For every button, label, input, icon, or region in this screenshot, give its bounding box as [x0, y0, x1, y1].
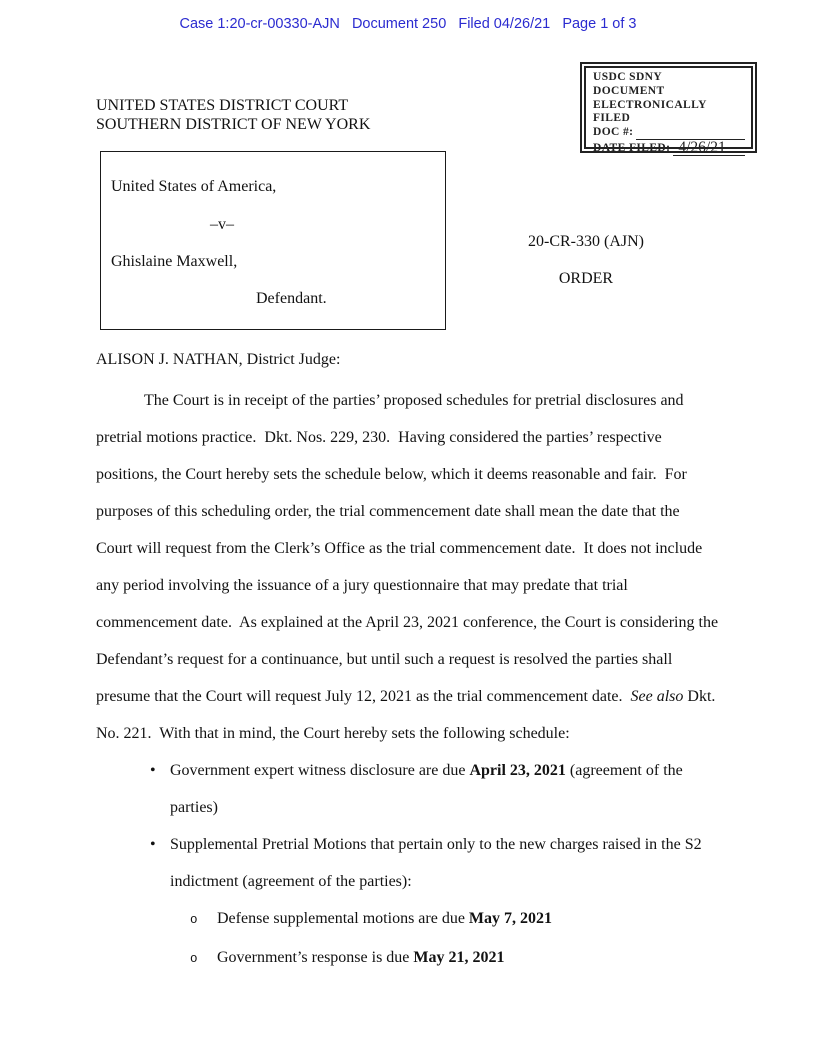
item1-text-post: (agreement of the [565, 762, 683, 779]
item2-text: Supplemental Pretrial Motions that pertain only to the new charges raised in the S2 [170, 836, 702, 853]
court-name-line2: SOUTHERN DISTRICT OF NEW YORK [96, 115, 371, 133]
subitem2-text: Government’s response is due [217, 949, 414, 966]
schedule-item-expert-disclosure [96, 752, 744, 789]
case-number: 20-CR-330 (AJN) [528, 233, 644, 250]
schedule-item-expert-disclosure-wrap: parties) [170, 799, 218, 816]
stamp-document-line: DOCUMENT [593, 84, 665, 97]
stamp-date-filed-row [593, 140, 745, 156]
order-paragraph-line-10: No. 221. With that in mind, the Court hereby sets the following schedule: [96, 725, 570, 742]
order-paragraph-line-9 [96, 678, 744, 715]
item1-text: Government expert witness disclosure are due [170, 762, 470, 779]
efiling-stamp [580, 62, 757, 156]
order-paragraph-line-6: any period involving the issuance of a jury questionnaire that may predate that trial [96, 577, 628, 594]
bullet-icon: • [150, 762, 156, 779]
caption-versus: –v– [210, 216, 234, 233]
order-paragraph-line-3: positions, the Court hereby sets the schedule below, which it deems reasonable and fair. For [96, 466, 687, 483]
caption-defendant-label: Defendant. [256, 290, 327, 307]
court-name-block [96, 97, 370, 134]
schedule-subitem-defense-motions [96, 900, 744, 939]
caption-plaintiff: United States of America, [111, 178, 277, 195]
subitem1-due-date: May 7, 2021 [468, 910, 553, 927]
order-paragraph-line-4: purposes of this scheduling order, the trial commencement date shall mean the date that the [96, 503, 680, 520]
item1-due-date: April 23, 2021 [469, 762, 566, 779]
efiling-stamp-inner [584, 66, 753, 156]
sub-bullet-icon: o [190, 913, 198, 927]
sub-bullet-icon: o [190, 952, 198, 966]
line9-text: presume that the Court will request July 12, 2021 as the trial commencement date. [96, 688, 631, 705]
case-reference-block [450, 233, 722, 287]
stamp-filed-line: ELECTRONICALLY FILED [593, 98, 707, 125]
stamp-date-filed-label: DATE FILED: [593, 142, 671, 155]
schedule-item-supplemental-motions [96, 826, 744, 863]
bullet-icon: • [150, 836, 156, 853]
order-paragraph-line-8: Defendant’s request for a continuance, but until such a request is resolved the parties shall [96, 651, 673, 668]
court-name-line1: UNITED STATES DISTRICT COURT [96, 97, 349, 114]
order-paragraph-line-2: pretrial motions practice. Dkt. Nos. 229, 230. Having considered the parties’ respective [96, 429, 662, 446]
stamp-date-filed-value: 4/26/21 [673, 140, 745, 156]
line9-see-also-citation: See also [630, 688, 684, 705]
caption-defendant: Ghislaine Maxwell, [111, 253, 238, 270]
stamp-court-line: USDC SDNY [593, 71, 663, 83]
subitem1-text: Defense supplemental motions are due [217, 910, 469, 927]
order-paragraph-line-1: The Court is in receipt of the parties’ proposed schedules for pretrial disclosures and [144, 392, 684, 409]
order-body [96, 382, 744, 978]
stamp-doc-number-label: DOC #: [593, 126, 634, 139]
schedule-item-supplemental-motions-wrap: indictment (agreement of the parties): [170, 873, 412, 890]
judge-signature-line: ALISON J. NATHAN, District Judge: [96, 351, 341, 368]
document-title: ORDER [558, 270, 614, 287]
subitem2-due-date: May 21, 2021 [413, 949, 505, 966]
line9-docket-ref: Dkt. [683, 688, 716, 705]
schedule-subitem-government-response [96, 939, 744, 978]
ecf-case-header: Case 1:20-cr-00330-AJN Document 250 Filed 04/26/21 Page 1 of 3 [179, 16, 637, 32]
order-paragraph-line-5: Court will request from the Clerk’s Office as the trial commencement date. It does not include [96, 540, 703, 557]
order-paragraph-line-7: commencement date. As explained at the April 23, 2021 conference, the Court is considering the [96, 614, 719, 631]
stamp-doc-number-row [593, 126, 745, 140]
case-caption-box [100, 151, 446, 330]
